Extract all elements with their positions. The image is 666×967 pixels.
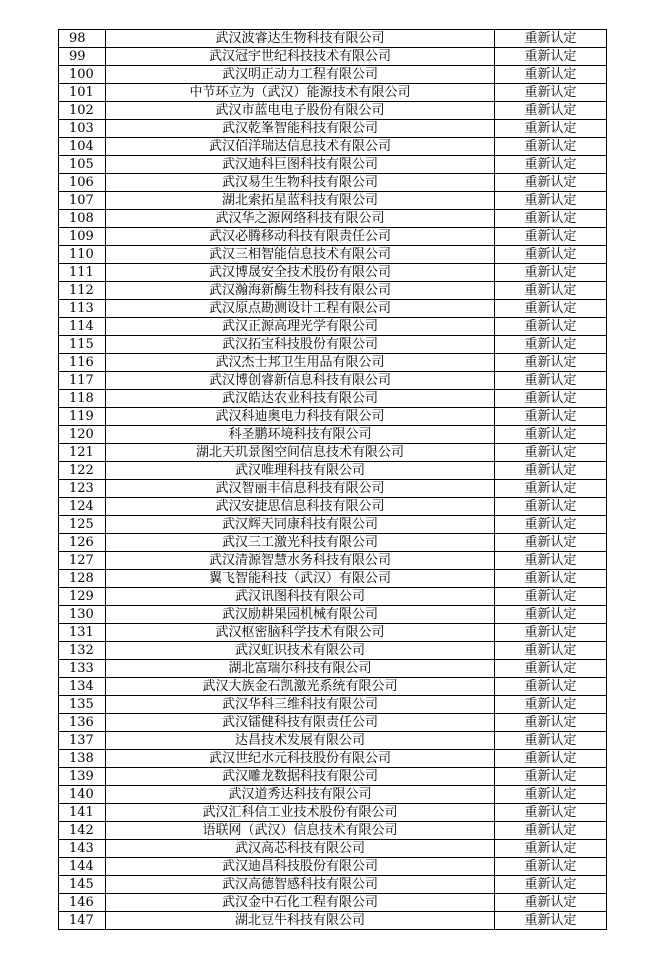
row-number-cell: 137 <box>59 732 106 750</box>
certification-type-cell: 重新认定 <box>495 714 607 732</box>
certification-type-cell: 重新认定 <box>495 426 607 444</box>
certification-type-cell: 重新认定 <box>495 552 607 570</box>
certification-type-cell: 重新认定 <box>495 120 607 138</box>
row-number-cell: 119 <box>59 408 106 426</box>
row-number-cell: 106 <box>59 174 106 192</box>
row-number-cell: 146 <box>59 894 106 912</box>
table-row <box>59 264 607 282</box>
company-name-cell: 武汉讯图科技有限公司 <box>106 588 495 606</box>
table-row <box>59 156 607 174</box>
certification-type-cell: 重新认定 <box>495 606 607 624</box>
row-number-cell: 131 <box>59 624 106 642</box>
certification-type-cell: 重新认定 <box>495 228 607 246</box>
table-row <box>59 138 607 156</box>
table-row <box>59 318 607 336</box>
row-number-cell: 124 <box>59 498 106 516</box>
row-number-cell: 142 <box>59 822 106 840</box>
certification-type-cell: 重新认定 <box>495 732 607 750</box>
company-name-cell: 武汉波睿达生物科技有限公司 <box>106 30 495 48</box>
company-name-cell: 武汉佰洋瑞达信息技术有限公司 <box>106 138 495 156</box>
table-row <box>59 750 607 768</box>
company-name-cell: 武汉励耕果园机械有限公司 <box>106 606 495 624</box>
company-name-cell: 武汉原点勘测设计工程有限公司 <box>106 300 495 318</box>
certification-type-cell: 重新认定 <box>495 354 607 372</box>
row-number-cell: 130 <box>59 606 106 624</box>
certification-type-cell: 重新认定 <box>495 858 607 876</box>
row-number-cell: 121 <box>59 444 106 462</box>
certification-type-cell: 重新认定 <box>495 192 607 210</box>
table-row <box>59 300 607 318</box>
row-number-cell: 118 <box>59 390 106 408</box>
row-number-cell: 122 <box>59 462 106 480</box>
company-name-cell: 武汉华之源网络科技有限公司 <box>106 210 495 228</box>
table-row <box>59 786 607 804</box>
company-name-cell: 武汉皓达农业科技有限公司 <box>106 390 495 408</box>
table-row <box>59 444 607 462</box>
company-name-cell: 武汉虹识技术有限公司 <box>106 642 495 660</box>
company-name-cell: 武汉拓宝科技股份有限公司 <box>106 336 495 354</box>
table-row <box>59 390 607 408</box>
row-number-cell: 117 <box>59 372 106 390</box>
row-number-cell: 127 <box>59 552 106 570</box>
row-number-cell: 134 <box>59 678 106 696</box>
certification-type-cell: 重新认定 <box>495 390 607 408</box>
certification-type-cell: 重新认定 <box>495 48 607 66</box>
company-name-cell: 武汉市蓝电电子股份有限公司 <box>106 102 495 120</box>
certification-type-cell: 重新认定 <box>495 84 607 102</box>
certification-type-cell: 重新认定 <box>495 498 607 516</box>
row-number-cell: 132 <box>59 642 106 660</box>
company-name-cell: 武汉金中石化工程有限公司 <box>106 894 495 912</box>
table-row <box>59 858 607 876</box>
table-row <box>59 246 607 264</box>
table-row <box>59 840 607 858</box>
row-number-cell: 101 <box>59 84 106 102</box>
company-list-table <box>58 29 607 930</box>
table-row <box>59 174 607 192</box>
table-row <box>59 768 607 786</box>
certification-type-cell: 重新认定 <box>495 876 607 894</box>
certification-type-cell: 重新认定 <box>495 804 607 822</box>
certification-type-cell: 重新认定 <box>495 318 607 336</box>
company-name-cell: 湖北富瑞尔科技有限公司 <box>106 660 495 678</box>
company-name-cell: 武汉瀚海新酶生物科技有限公司 <box>106 282 495 300</box>
row-number-cell: 113 <box>59 300 106 318</box>
certification-type-cell: 重新认定 <box>495 822 607 840</box>
row-number-cell: 114 <box>59 318 106 336</box>
company-name-cell: 武汉华科三维科技有限公司 <box>106 696 495 714</box>
table-row <box>59 480 607 498</box>
company-name-cell: 武汉冠宇世纪科技技术有限公司 <box>106 48 495 66</box>
company-name-cell: 武汉乾峯智能科技有限公司 <box>106 120 495 138</box>
certification-type-cell: 重新认定 <box>495 174 607 192</box>
company-name-cell: 武汉智丽丰信息科技有限公司 <box>106 480 495 498</box>
certification-type-cell: 重新认定 <box>495 516 607 534</box>
company-name-cell: 武汉三工激光科技有限公司 <box>106 534 495 552</box>
table-row <box>59 66 607 84</box>
row-number-cell: 140 <box>59 786 106 804</box>
row-number-cell: 111 <box>59 264 106 282</box>
row-number-cell: 147 <box>59 912 106 930</box>
table-row <box>59 732 607 750</box>
row-number-cell: 123 <box>59 480 106 498</box>
row-number-cell: 110 <box>59 246 106 264</box>
row-number-cell: 141 <box>59 804 106 822</box>
table-row <box>59 822 607 840</box>
table-row <box>59 228 607 246</box>
row-number-cell: 108 <box>59 210 106 228</box>
row-number-cell: 116 <box>59 354 106 372</box>
row-number-cell: 109 <box>59 228 106 246</box>
company-name-cell: 武汉唯理科技有限公司 <box>106 462 495 480</box>
certification-type-cell: 重新认定 <box>495 300 607 318</box>
row-number-cell: 99 <box>59 48 106 66</box>
row-number-cell: 120 <box>59 426 106 444</box>
table-row <box>59 192 607 210</box>
table-row <box>59 696 607 714</box>
company-name-cell: 武汉博创睿新信息科技有限公司 <box>106 372 495 390</box>
row-number-cell: 136 <box>59 714 106 732</box>
company-name-cell: 武汉必腾移动科技有限责任公司 <box>106 228 495 246</box>
company-name-cell: 武汉镭健科技有限责任公司 <box>106 714 495 732</box>
certification-type-cell: 重新认定 <box>495 138 607 156</box>
table-row <box>59 660 607 678</box>
row-number-cell: 138 <box>59 750 106 768</box>
company-name-cell: 武汉明正动力工程有限公司 <box>106 66 495 84</box>
certification-type-cell: 重新认定 <box>495 912 607 930</box>
row-number-cell: 104 <box>59 138 106 156</box>
row-number-cell: 102 <box>59 102 106 120</box>
company-name-cell: 武汉科迪奥电力科技有限公司 <box>106 408 495 426</box>
certification-type-cell: 重新认定 <box>495 210 607 228</box>
company-name-cell: 武汉三相智能信息技术有限公司 <box>106 246 495 264</box>
row-number-cell: 103 <box>59 120 106 138</box>
row-number-cell: 98 <box>59 30 106 48</box>
table-row <box>59 498 607 516</box>
company-name-cell: 达昌技术发展有限公司 <box>106 732 495 750</box>
certification-type-cell: 重新认定 <box>495 66 607 84</box>
certification-type-cell: 重新认定 <box>495 768 607 786</box>
company-name-cell: 武汉正源高理光学有限公司 <box>106 318 495 336</box>
certification-type-cell: 重新认定 <box>495 660 607 678</box>
company-name-cell: 武汉博晟安全技术股份有限公司 <box>106 264 495 282</box>
table-row <box>59 588 607 606</box>
company-name-cell: 武汉高德智感科技有限公司 <box>106 876 495 894</box>
table-row <box>59 912 607 930</box>
row-number-cell: 128 <box>59 570 106 588</box>
table-row <box>59 624 607 642</box>
certification-type-cell: 重新认定 <box>495 696 607 714</box>
certification-type-cell: 重新认定 <box>495 750 607 768</box>
certification-type-cell: 重新认定 <box>495 462 607 480</box>
certification-type-cell: 重新认定 <box>495 642 607 660</box>
company-name-cell: 武汉雕龙数据科技有限公司 <box>106 768 495 786</box>
company-name-cell: 湖北豆牛科技有限公司 <box>106 912 495 930</box>
company-name-cell: 武汉大族金石凯激光系统有限公司 <box>106 678 495 696</box>
company-name-cell: 武汉清源智慧水务科技有限公司 <box>106 552 495 570</box>
table-row <box>59 876 607 894</box>
row-number-cell: 126 <box>59 534 106 552</box>
table-row <box>59 102 607 120</box>
company-name-cell: 武汉杰士邦卫生用品有限公司 <box>106 354 495 372</box>
table-row <box>59 408 607 426</box>
table-row <box>59 804 607 822</box>
certification-type-cell: 重新认定 <box>495 156 607 174</box>
company-name-cell: 武汉枢密脑科学技术有限公司 <box>106 624 495 642</box>
table-row <box>59 336 607 354</box>
company-name-cell: 湖北天玑景图空间信息技术有限公司 <box>106 444 495 462</box>
row-number-cell: 125 <box>59 516 106 534</box>
certification-type-cell: 重新认定 <box>495 894 607 912</box>
table-row <box>59 642 607 660</box>
certification-type-cell: 重新认定 <box>495 282 607 300</box>
company-name-cell: 武汉道秀达科技有限公司 <box>106 786 495 804</box>
company-name-cell: 武汉迪科巨图科技有限公司 <box>106 156 495 174</box>
certification-type-cell: 重新认定 <box>495 264 607 282</box>
table-row <box>59 84 607 102</box>
table-row <box>59 894 607 912</box>
company-name-cell: 武汉辉天同康科技有限公司 <box>106 516 495 534</box>
table-row <box>59 534 607 552</box>
table-row <box>59 30 607 48</box>
table-row <box>59 516 607 534</box>
certification-type-cell: 重新认定 <box>495 408 607 426</box>
company-name-cell: 武汉安捷思信息科技有限公司 <box>106 498 495 516</box>
company-name-cell: 武汉易生生物科技有限公司 <box>106 174 495 192</box>
certification-type-cell: 重新认定 <box>495 624 607 642</box>
company-name-cell: 武汉高芯科技有限公司 <box>106 840 495 858</box>
row-number-cell: 115 <box>59 336 106 354</box>
certification-type-cell: 重新认定 <box>495 840 607 858</box>
company-name-cell: 武汉世纪水元科技股份有限公司 <box>106 750 495 768</box>
certification-type-cell: 重新认定 <box>495 570 607 588</box>
row-number-cell: 139 <box>59 768 106 786</box>
table-row <box>59 120 607 138</box>
table-row <box>59 678 607 696</box>
company-name-cell: 语联网（武汉）信息技术有限公司 <box>106 822 495 840</box>
row-number-cell: 107 <box>59 192 106 210</box>
certification-type-cell: 重新认定 <box>495 30 607 48</box>
row-number-cell: 100 <box>59 66 106 84</box>
certification-type-cell: 重新认定 <box>495 336 607 354</box>
row-number-cell: 143 <box>59 840 106 858</box>
certification-type-cell: 重新认定 <box>495 786 607 804</box>
company-name-cell: 湖北索拓星蓝科技有限公司 <box>106 192 495 210</box>
row-number-cell: 145 <box>59 876 106 894</box>
table-row <box>59 462 607 480</box>
certification-type-cell: 重新认定 <box>495 372 607 390</box>
row-number-cell: 135 <box>59 696 106 714</box>
row-number-cell: 133 <box>59 660 106 678</box>
company-list-body <box>59 30 607 930</box>
company-name-cell: 武汉汇科信工业技术股份有限公司 <box>106 804 495 822</box>
table-row <box>59 552 607 570</box>
company-name-cell: 翼飞智能科技（武汉）有限公司 <box>106 570 495 588</box>
row-number-cell: 144 <box>59 858 106 876</box>
table-row <box>59 714 607 732</box>
row-number-cell: 112 <box>59 282 106 300</box>
certification-type-cell: 重新认定 <box>495 246 607 264</box>
certification-type-cell: 重新认定 <box>495 678 607 696</box>
company-name-cell: 武汉迪昌科技股份有限公司 <box>106 858 495 876</box>
row-number-cell: 105 <box>59 156 106 174</box>
certification-type-cell: 重新认定 <box>495 534 607 552</box>
table-row <box>59 48 607 66</box>
certification-type-cell: 重新认定 <box>495 444 607 462</box>
table-row <box>59 570 607 588</box>
company-name-cell: 中节环立为（武汉）能源技术有限公司 <box>106 84 495 102</box>
table-row <box>59 372 607 390</box>
row-number-cell: 129 <box>59 588 106 606</box>
table-row <box>59 606 607 624</box>
table-row <box>59 354 607 372</box>
certification-type-cell: 重新认定 <box>495 480 607 498</box>
certification-type-cell: 重新认定 <box>495 588 607 606</box>
certification-type-cell: 重新认定 <box>495 102 607 120</box>
table-row <box>59 426 607 444</box>
table-row <box>59 282 607 300</box>
table-row <box>59 210 607 228</box>
company-name-cell: 科圣鹏环境科技有限公司 <box>106 426 495 444</box>
